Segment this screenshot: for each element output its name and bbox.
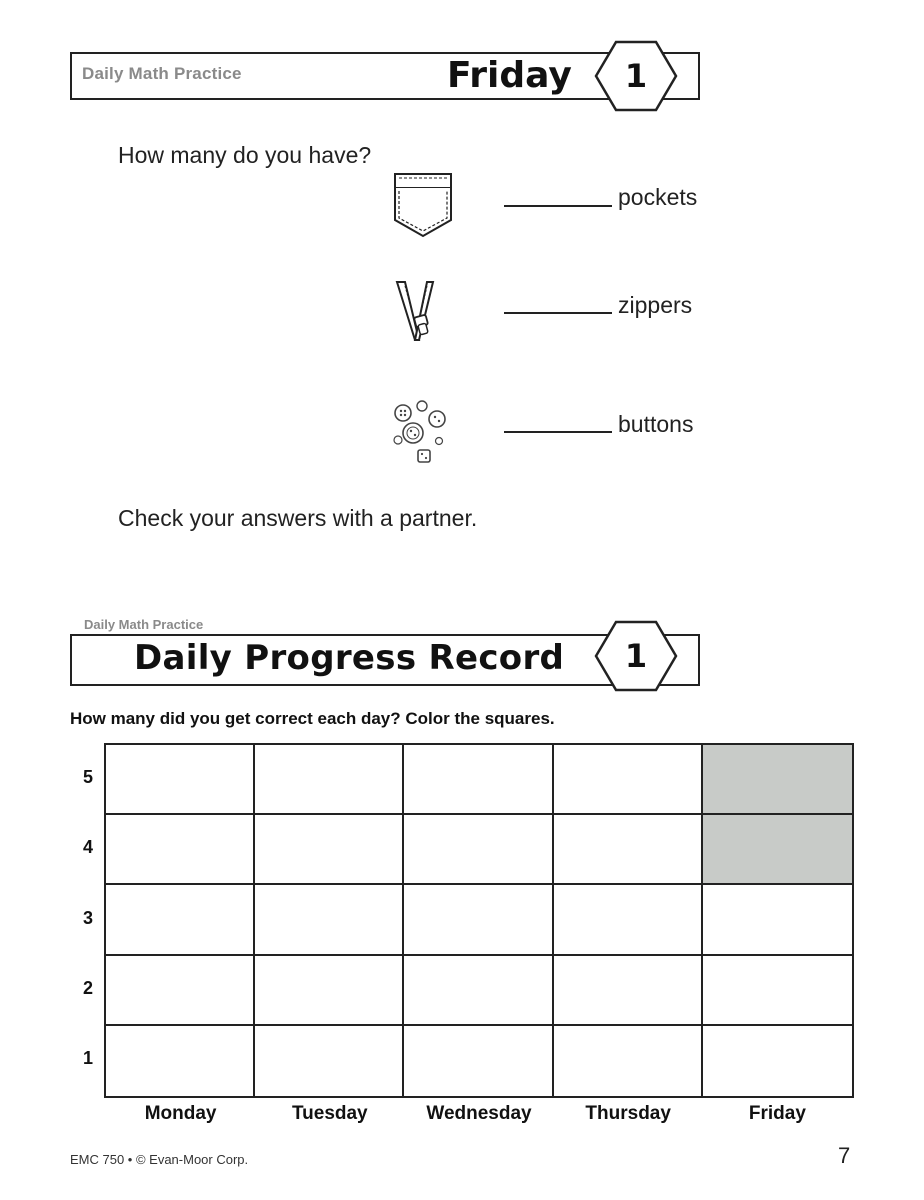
grid-square[interactable] bbox=[404, 885, 553, 955]
answer-blank[interactable] bbox=[504, 312, 612, 314]
progress-series-label: Daily Math Practice bbox=[84, 617, 204, 632]
day-label: Wednesday bbox=[426, 1103, 532, 1124]
grid-square[interactable] bbox=[554, 745, 703, 815]
series-label: Daily Math Practice bbox=[82, 64, 242, 83]
grid-square[interactable] bbox=[106, 745, 255, 815]
page-number: 7 bbox=[838, 1143, 851, 1168]
progress-week-number: 1 bbox=[624, 637, 648, 675]
grid-square[interactable] bbox=[703, 745, 852, 815]
progress-title: Daily Progress Record bbox=[134, 638, 565, 678]
item-label: pockets bbox=[618, 184, 698, 210]
buttons-icon bbox=[386, 398, 456, 468]
grid-square[interactable] bbox=[404, 745, 553, 815]
grid-square[interactable] bbox=[703, 1026, 852, 1096]
day-label: Tuesday bbox=[291, 1103, 368, 1124]
grid-square[interactable] bbox=[404, 956, 553, 1026]
progress-question: How many did you get correct each day? Color the squares. bbox=[70, 709, 555, 728]
y-level-label: 4 bbox=[82, 837, 93, 858]
grid-square[interactable] bbox=[404, 1026, 553, 1096]
grid-square[interactable] bbox=[703, 885, 852, 955]
day-label: Thursday bbox=[585, 1103, 671, 1124]
grid-square[interactable] bbox=[554, 956, 703, 1026]
zipper-icon bbox=[385, 278, 455, 348]
question-prompt: How many do you have? bbox=[118, 142, 372, 168]
grid-square[interactable] bbox=[703, 815, 852, 885]
y-level-label: 3 bbox=[82, 907, 93, 928]
y-level-label: 1 bbox=[82, 1047, 93, 1068]
grid-square[interactable] bbox=[554, 885, 703, 955]
grid-square[interactable] bbox=[554, 1026, 703, 1096]
day-label: Monday bbox=[144, 1103, 217, 1124]
week-number: 1 bbox=[624, 57, 648, 95]
grid-square[interactable] bbox=[106, 815, 255, 885]
day-label: Friday bbox=[748, 1103, 806, 1124]
grid-square[interactable] bbox=[255, 1026, 404, 1096]
grid-square[interactable] bbox=[255, 745, 404, 815]
y-level-label: 5 bbox=[82, 767, 93, 788]
progress-grid bbox=[104, 743, 854, 1098]
grid-square[interactable] bbox=[255, 885, 404, 955]
item-label: zippers bbox=[618, 292, 693, 318]
day-title: Friday bbox=[447, 55, 572, 96]
grid-square[interactable] bbox=[106, 1026, 255, 1096]
pocket-icon bbox=[388, 170, 458, 240]
grid-square[interactable] bbox=[703, 956, 852, 1026]
grid-square[interactable] bbox=[554, 815, 703, 885]
grid-square[interactable] bbox=[404, 815, 553, 885]
grid-square[interactable] bbox=[255, 956, 404, 1026]
item-label: buttons bbox=[618, 411, 694, 437]
answer-blank[interactable] bbox=[504, 431, 612, 433]
grid-square[interactable] bbox=[106, 956, 255, 1026]
grid-square[interactable] bbox=[255, 815, 404, 885]
footer-credit: EMC 750 • © Evan-Moor Corp. bbox=[70, 1152, 249, 1167]
y-level-label: 2 bbox=[82, 977, 93, 998]
closing-instruction: Check your answers with a partner. bbox=[118, 505, 478, 531]
grid-square[interactable] bbox=[106, 885, 255, 955]
answer-blank[interactable] bbox=[504, 205, 612, 207]
